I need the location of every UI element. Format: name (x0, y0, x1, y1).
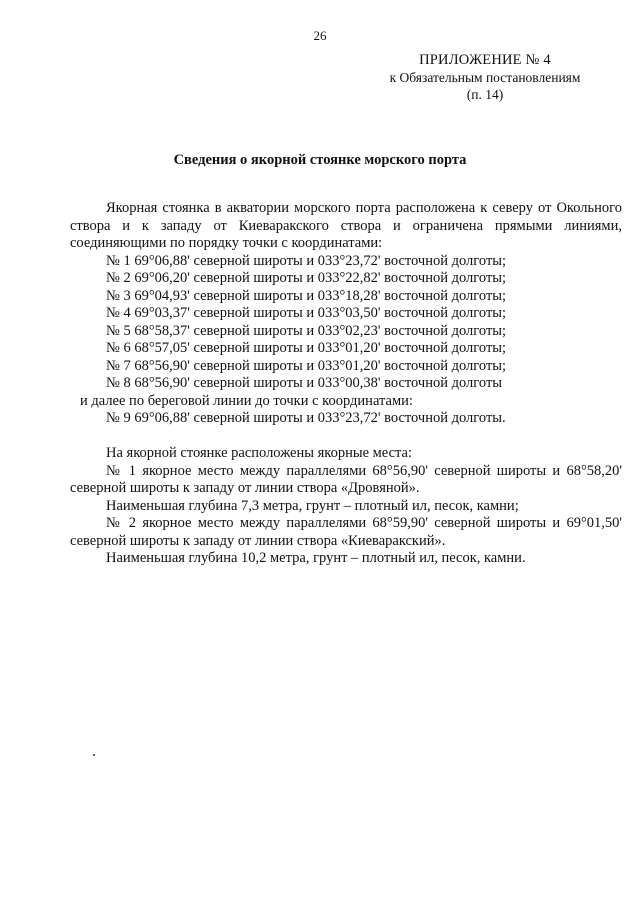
anchorage-places-section (70, 445, 622, 568)
coast-line-text: и далее по береговой линии до точки с координатами: (80, 392, 413, 409)
coordinate-point: № 6 68°57,05' северной широты и 033°01,20' восточной долготы; (106, 340, 507, 356)
anchorage-place-1: № 1 якорное место между параллелями 68°56,90' северной широты и 68°58,20' северной широты к западу от линии створа «Дровяной». (70, 462, 622, 496)
anchorage-intro: На якорной стоянке расположены якорные места: (106, 445, 413, 461)
coordinate-point: № 1 69°06,88' северной широты и 033°23,72' восточной долготы; (106, 252, 507, 269)
scan-speck (93, 754, 95, 756)
appendix-subtitle: к Обязательным постановлениям (389, 70, 581, 85)
coordinate-point: № 7 68°56,90' северной широты и 033°01,20' восточной долготы; (106, 357, 507, 374)
anchorage-place-2-depth: Наименьшая глубина 10,2 метра, грунт – плотный ил, песок, камни. (106, 550, 526, 566)
coordinate-list (70, 253, 622, 393)
appendix-clause: (п. 14) (466, 87, 504, 102)
anchorage-place-1-depth: Наименьшая глубина 7,3 метра, грунт – плотный ил, песок, камни; (106, 497, 519, 514)
appendix-title: ПРИЛОЖЕНИЕ № 4 (419, 52, 551, 68)
final-coordinate-point: № 9 69°06,88' северной широты и 033°23,72' восточной долготы. (106, 410, 506, 426)
page-number: 26 (313, 28, 327, 43)
appendix-block (350, 52, 620, 103)
coordinate-point: № 3 69°04,93' северной широты и 033°18,28' восточной долготы; (106, 287, 507, 304)
anchorage-boundary-section (70, 200, 622, 428)
document-heading: Сведения о якорной стоянке морского порта (173, 152, 467, 168)
coordinate-point: № 2 69°06,20' северной широты и 033°22,82' восточной долготы; (106, 270, 507, 286)
anchorage-place-2: № 2 якорное место между параллелями 68°59,90' северной широты и 69°01,50' северной широты к западу от линии створа «Киеваракский». (70, 515, 622, 549)
coordinate-point: № 5 68°58,37' северной широты и 033°02,23' восточной долготы; (106, 322, 507, 339)
coordinate-point: № 8 68°56,90' северной широты и 033°00,38' восточной долготы (106, 375, 503, 391)
intro-paragraph: Якорная стоянка в акватории морского порта расположена к северу от Окольного створа и к западу от Киеваракского створа и ограничена прямыми линиями, соединяющими по порядку точки с координатами: (70, 200, 622, 251)
coordinate-point: № 4 69°03,37' северной широты и 033°03,50' восточной долготы; (106, 305, 507, 321)
